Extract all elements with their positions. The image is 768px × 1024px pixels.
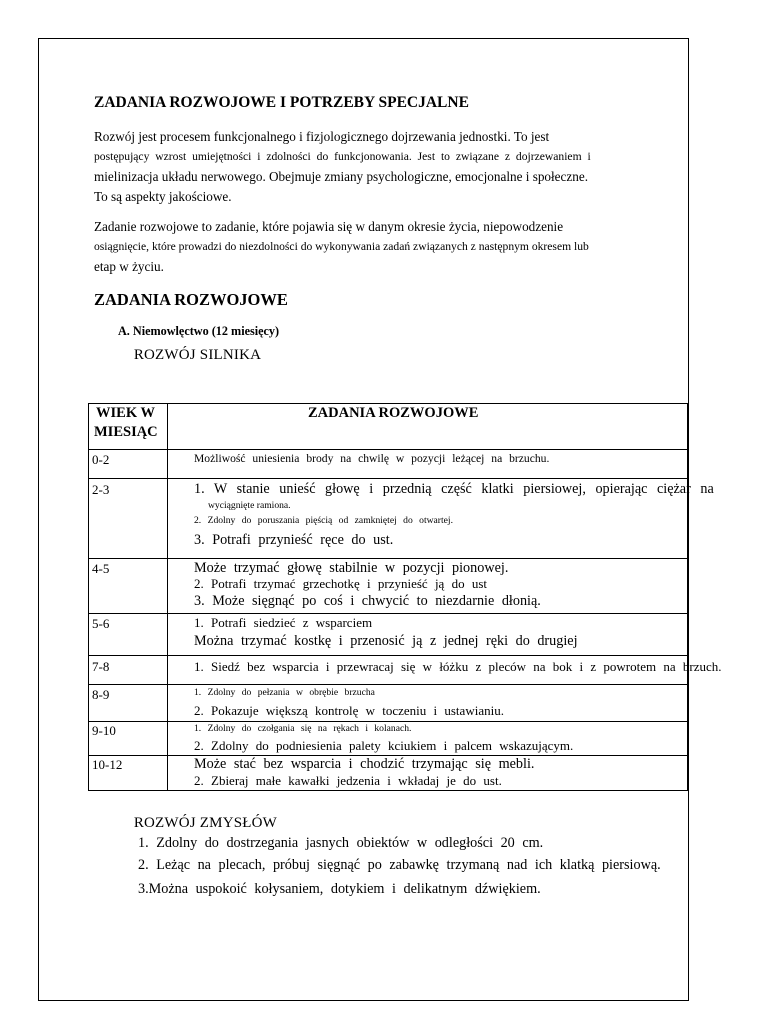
table-line: [167, 403, 168, 791]
table-line: [88, 613, 688, 614]
table-cell-task: 1. Siedź bez wsparcia i przewracaj się w łóżku z pleców na bok i z powrotem na brzuch.: [194, 659, 722, 674]
table-line: [88, 478, 688, 479]
table-cell-age: 8-9: [92, 687, 110, 702]
table-cell-task: 3. Potrafi przynieść ręce do ust.: [194, 532, 394, 548]
section-title: ZADANIA ROZWOJOWE: [94, 290, 288, 309]
table-cell-task: Możliwość uniesienia brody na chwilę w pozycji leżącej na brzuchu.: [194, 452, 550, 465]
table-cell-task: Może stać bez wsparcia i chodzić trzymając się mebli.: [194, 756, 535, 772]
senses-development-heading: ROZWÓJ ZMYSŁÓW: [118, 815, 262, 831]
table-line: [88, 558, 688, 559]
senses-item: 1. Zdolny do dostrzegania jasnych obiektów w odległości 20 cm.: [138, 835, 544, 851]
column-header-age: WIEK W: [96, 405, 155, 421]
table-line: [88, 403, 89, 791]
column-header-age: MIESIĄC: [94, 424, 158, 440]
table-cell-task: 1. Zdolny do czołgania się na rękach i kolanach.: [194, 723, 412, 734]
table-line: [88, 790, 688, 791]
table-cell-task: 2. Zdolny do poruszania pięścią od zamkniętej do otwartej.: [194, 515, 453, 526]
senses-item: 3.Można uspokoić kołysaniem, dotykiem i delikatnym dźwiękiem.: [138, 881, 541, 897]
table-cell-age: 0-2: [92, 452, 110, 467]
table-line: [88, 684, 688, 685]
senses-item: 2. Leżąc na plecach, próbuj sięgnąć po zabawkę trzymaną nad ich klatką piersiową.: [138, 857, 661, 873]
table-line: [88, 721, 688, 722]
intro-line-1: Rozwój jest procesem funkcjonalnego i fizjologicznego dojrzewania jednostki. To jest: [94, 129, 550, 144]
table-cell-task: 1. Zdolny do pełzania w obrębie brzucha: [194, 687, 375, 698]
table-cell-age: 7-8: [92, 659, 110, 674]
intro-line-4: To są aspekty jakościowe.: [94, 189, 232, 204]
table-cell-task: 2. Zdolny do podniesienia palety kciukiem i palcem wskazującym.: [194, 738, 574, 753]
motor-development-heading: ROZWÓJ SILNIKA: [118, 347, 246, 363]
table-cell-age: 2-3: [92, 482, 110, 497]
table-cell-task: 2. Zbieraj małe kawałki jedzenia i wkładaj je do ust.: [194, 773, 502, 788]
table-cell-task: 1. Potrafi siedzieć z wsparciem: [194, 615, 373, 630]
table-line: [88, 449, 688, 450]
table-cell-task: 1. W stanie unieść głowę i przednią część klatki piersiowej, opierając ciężar na: [194, 481, 714, 497]
table-line: [88, 403, 688, 404]
definition-line-2: osiągnięcie, które prowadzi do niezdolności do wykonywania zadań związanych z następnym okresem lub: [94, 240, 589, 253]
table-cell-age: 9-10: [92, 723, 116, 738]
document-title: ZADANIA ROZWOJOWE I POTRZEBY SPECJALNE: [94, 94, 469, 111]
table-cell-task: 2. Potrafi trzymać grzechotkę i przynieść ją do ust: [194, 576, 487, 591]
subsection-title: A. Niemowlęctwo (12 miesięcy): [118, 324, 280, 338]
table-cell-age: 10-12: [92, 757, 123, 772]
development-table: [88, 403, 722, 791]
table-cell-task: Można trzymać kostkę i przenosić ją z jednej ręki do drugiej: [194, 633, 578, 649]
table-cell-age: 5-6: [92, 616, 110, 631]
table-line: [88, 655, 688, 656]
table-cell-age: 4-5: [92, 561, 110, 576]
definition-line-3: etap w życiu.: [94, 259, 164, 274]
intro-line-3: mielinizacja układu nerwowego. Obejmuje zmiany psychologiczne, emocjonalne i społeczne.: [94, 169, 588, 184]
table-cell-task: 3. Może sięgnąć po coś i chwycić to niezdarnie dłonią.: [194, 593, 541, 609]
table-cell-task: Może trzymać głowę stabilnie w pozycji pionowej.: [194, 560, 509, 576]
table-cell-task: wyciągnięte ramiona.: [208, 500, 291, 511]
table-line: [687, 403, 688, 791]
intro-line-2: postępujący wzrost umiejętności i zdolności do funkcjonowania. Jest to związane z dojrzewaniem i: [94, 150, 591, 163]
column-header-tasks: ZADANIA ROZWOJOWE: [308, 405, 479, 421]
table-cell-task: 2. Pokazuje większą kontrolę w toczeniu i ustawianiu.: [194, 703, 504, 718]
definition-line-1: Zadanie rozwojowe to zadanie, które pojawia się w danym okresie życia, niepowodzenie: [94, 219, 564, 234]
